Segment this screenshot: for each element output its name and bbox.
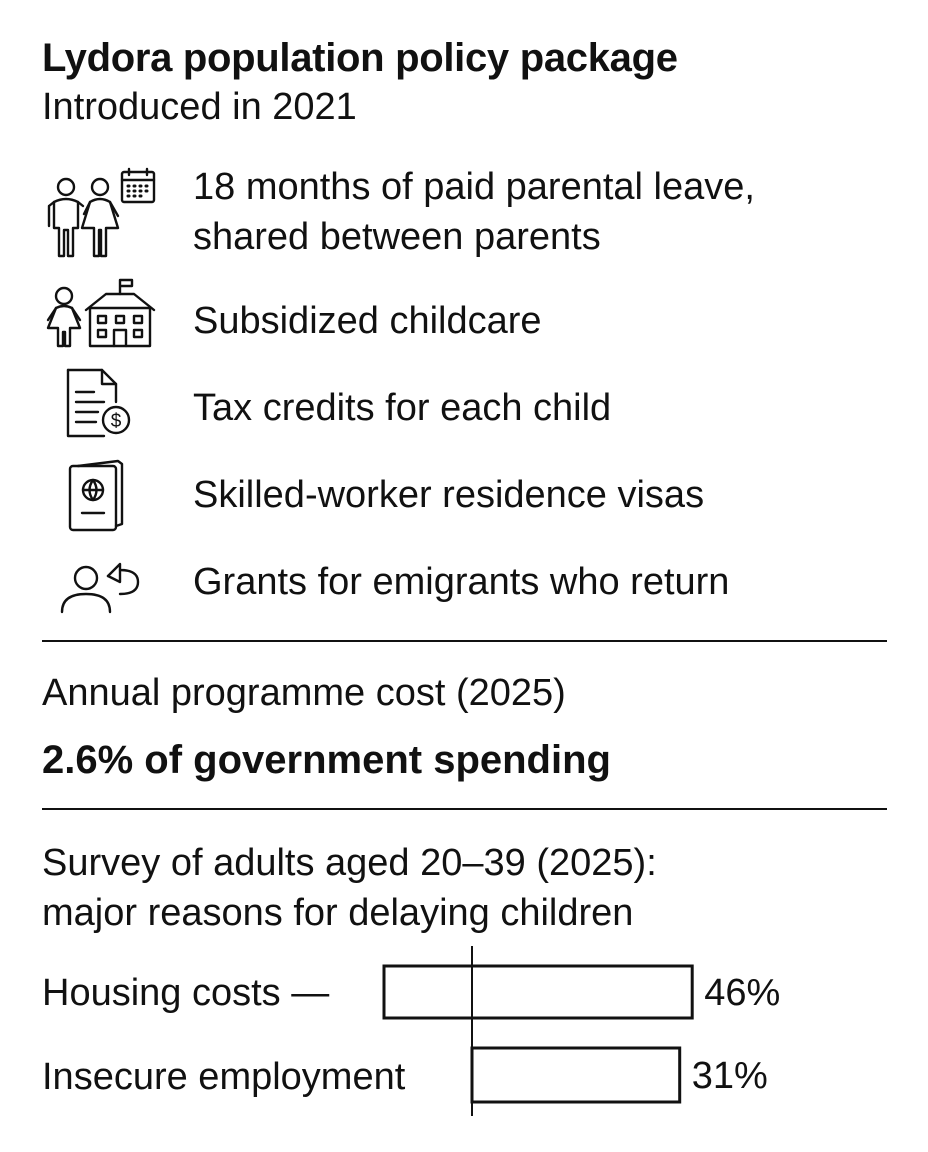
returning-person-icon [58,556,144,616]
policy-item-parental-leave-line1: 18 months of paid parental leave, [193,166,755,208]
section-divider [42,640,887,642]
bar-value-label: 31% [691,1055,768,1097]
bar [384,966,692,1018]
bar-value-label: 46% [704,972,781,1014]
passport-icon [66,458,128,534]
section-divider [42,808,887,810]
chart-title-line1: Survey of adults aged 20–39 (2025): [42,842,657,884]
cost-value: 2.6% of government spending [42,738,611,782]
svg-text:$: $ [110,411,122,432]
policy-item-return-grants: Grants for emigrants who return [193,561,730,603]
bar [472,1048,680,1102]
bar-category-label: Housing costs — [42,972,330,1014]
policy-item-parental-leave-line2: shared between parents [193,216,601,258]
bar-category-label: Insecure employment [42,1056,406,1098]
chart-title-line2: major reasons for delaying children [42,892,634,934]
parents-calendar-icon [44,166,160,260]
page-title: Lydora population policy package [42,36,678,80]
child-school-icon [44,278,156,350]
cost-label: Annual programme cost (2025) [42,672,566,714]
policy-item-childcare: Subsidized childcare [193,300,542,342]
survey-bar-chart [0,940,928,1120]
page-subtitle: Introduced in 2021 [42,86,357,128]
policy-item-tax-credits: Tax credits for each child [193,387,612,429]
tax-document-icon [64,366,134,440]
policy-item-visas: Skilled-worker residence visas [193,474,705,516]
